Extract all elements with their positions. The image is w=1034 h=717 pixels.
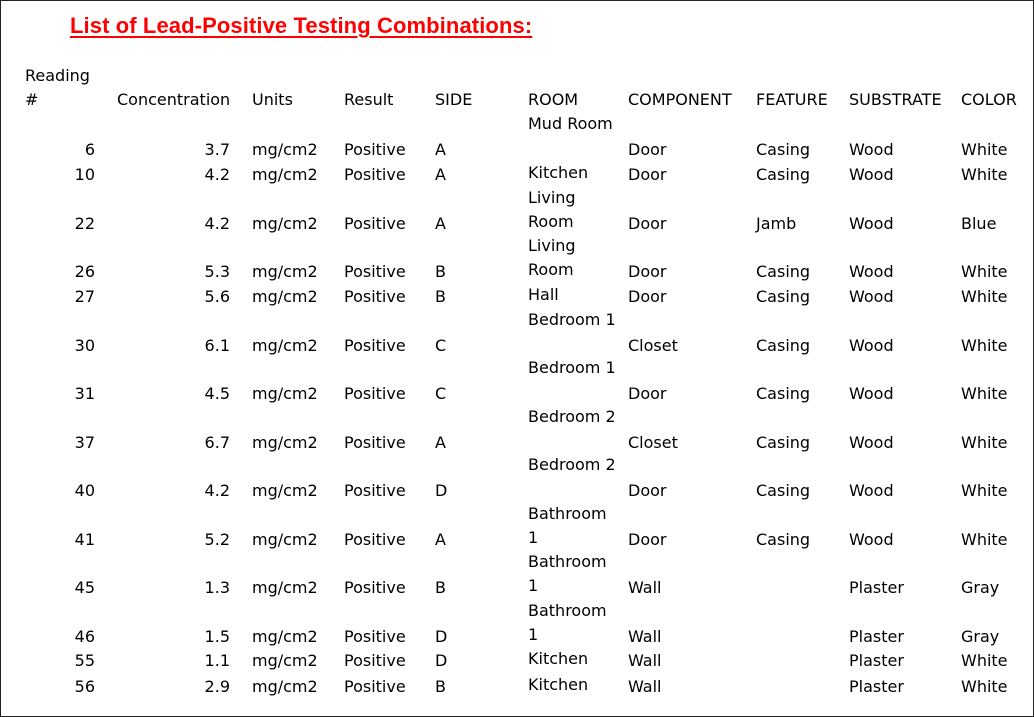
cell-side: A <box>435 213 446 233</box>
cell-room: Bedroom 1 <box>528 358 616 378</box>
cell-component: Wall <box>628 578 662 598</box>
column-header-result: Result <box>344 90 394 109</box>
cell-concentration: 1.3 <box>204 578 230 598</box>
cell-result: Positive <box>344 286 406 306</box>
cell-color: White <box>961 262 1008 282</box>
cell-reading: 41 <box>74 529 95 549</box>
cell-room: Living Room <box>528 236 576 280</box>
cell-room: Kitchen <box>528 162 589 182</box>
cell-component: Door <box>628 384 667 404</box>
cell-component: Door <box>628 213 667 233</box>
column-header-side: SIDE <box>435 90 473 109</box>
cell-reading: 10 <box>74 164 95 184</box>
cell-feature: Casing <box>756 432 811 452</box>
cell-side: B <box>435 286 446 306</box>
cell-room: Living Room <box>528 187 576 231</box>
cell-substrate: Plaster <box>849 578 904 598</box>
cell-side: A <box>435 164 446 184</box>
cell-result: Positive <box>344 164 406 184</box>
cell-side: A <box>435 529 446 549</box>
cell-side: D <box>435 626 448 646</box>
column-header-reading: Reading # <box>25 66 90 109</box>
cell-component: Door <box>628 481 667 501</box>
cell-result: Positive <box>344 384 406 404</box>
cell-units: mg/cm2 <box>252 262 318 282</box>
cell-units: mg/cm2 <box>252 335 318 355</box>
cell-concentration: 5.2 <box>204 529 230 549</box>
cell-side: A <box>435 432 446 452</box>
cell-color: White <box>961 676 1008 696</box>
cell-result: Positive <box>344 262 406 282</box>
cell-color: White <box>961 384 1008 404</box>
cell-reading: 40 <box>74 481 95 501</box>
cell-units: mg/cm2 <box>252 676 318 696</box>
cell-substrate: Wood <box>849 262 894 282</box>
cell-concentration: 4.5 <box>204 384 230 404</box>
cell-feature: Casing <box>756 529 811 549</box>
cell-units: mg/cm2 <box>252 481 318 501</box>
cell-result: Positive <box>344 578 406 598</box>
cell-reading: 31 <box>74 384 95 404</box>
column-header-component: COMPONENT <box>628 90 732 109</box>
cell-room: Bedroom 1 <box>528 309 616 329</box>
cell-reading: 37 <box>74 432 95 452</box>
cell-side: C <box>435 335 447 355</box>
cell-concentration: 3.7 <box>204 140 230 159</box>
cell-component: Closet <box>628 432 678 452</box>
cell-room: Bedroom 2 <box>528 455 616 475</box>
cell-feature: Casing <box>756 384 811 404</box>
cell-room: Hall <box>528 284 559 304</box>
cell-concentration: 6.1 <box>204 335 230 355</box>
column-header-units: Units <box>252 90 293 109</box>
cell-units: mg/cm2 <box>252 286 318 306</box>
cell-side: D <box>435 481 448 501</box>
cell-concentration: 1.5 <box>204 626 230 646</box>
cell-reading: 56 <box>74 676 95 696</box>
cell-room: Kitchen <box>528 649 589 669</box>
cell-component: Door <box>628 164 667 184</box>
cell-units: mg/cm2 <box>252 432 318 452</box>
cell-result: Positive <box>344 213 406 233</box>
cell-side: D <box>435 651 448 671</box>
cell-component: Wall <box>628 626 662 646</box>
cell-feature: Casing <box>756 481 811 501</box>
cell-substrate: Plaster <box>849 651 904 671</box>
cell-units: mg/cm2 <box>252 213 318 233</box>
cell-concentration: 4.2 <box>204 213 230 233</box>
cell-reading: 27 <box>74 286 95 306</box>
cell-substrate: Wood <box>849 432 894 452</box>
cell-component: Closet <box>628 335 678 355</box>
cell-result: Positive <box>344 481 406 501</box>
cell-color: White <box>961 164 1008 184</box>
cell-color: Gray <box>961 578 1000 598</box>
cell-substrate: Wood <box>849 286 894 306</box>
cell-result: Positive <box>344 140 406 159</box>
cell-color: White <box>961 481 1008 501</box>
cell-concentration: 4.2 <box>204 164 230 184</box>
cell-substrate: Wood <box>849 529 894 549</box>
column-header-concentration: Concentration <box>117 90 231 109</box>
cell-result: Positive <box>344 335 406 355</box>
cell-substrate: Plaster <box>849 676 904 696</box>
cell-concentration: 6.7 <box>204 432 230 452</box>
cell-color: White <box>961 335 1008 355</box>
cell-units: mg/cm2 <box>252 164 318 184</box>
cell-feature: Casing <box>756 140 811 159</box>
cell-room: Bathroom 1 <box>528 552 607 596</box>
cell-room: Mud Room <box>528 114 613 133</box>
cell-side: B <box>435 262 446 282</box>
cell-concentration: 5.6 <box>204 286 230 306</box>
cell-side: A <box>435 140 446 159</box>
cell-color: Blue <box>961 213 997 233</box>
cell-reading: 46 <box>74 626 95 646</box>
cell-color: White <box>961 140 1008 159</box>
cell-component: Wall <box>628 651 662 671</box>
cell-result: Positive <box>344 529 406 549</box>
cell-reading: 30 <box>74 335 95 355</box>
cell-color: White <box>961 529 1008 549</box>
cell-side: C <box>435 384 447 404</box>
cell-substrate: Wood <box>849 335 894 355</box>
cell-substrate: Wood <box>849 164 894 184</box>
cell-component: Door <box>628 262 667 282</box>
cell-component: Wall <box>628 676 662 696</box>
cell-substrate: Plaster <box>849 626 904 646</box>
cell-component: Door <box>628 140 667 159</box>
cell-concentration: 2.9 <box>204 676 230 696</box>
cell-side: B <box>435 676 446 696</box>
cell-concentration: 1.1 <box>204 651 230 671</box>
cell-substrate: Wood <box>849 213 894 233</box>
page-title: List of Lead-Positive Testing Combinations: <box>70 13 533 38</box>
cell-color: White <box>961 432 1008 452</box>
cell-side: B <box>435 578 446 598</box>
cell-result: Positive <box>344 651 406 671</box>
cell-component: Door <box>628 529 667 549</box>
cell-room: Bedroom 2 <box>528 406 616 426</box>
cell-feature: Casing <box>756 262 811 282</box>
cell-concentration: 5.3 <box>204 262 230 282</box>
cell-reading: 22 <box>74 213 95 233</box>
column-header-feature: FEATURE <box>756 90 828 109</box>
cell-substrate: Wood <box>849 481 894 501</box>
cell-result: Positive <box>344 676 406 696</box>
cell-units: mg/cm2 <box>252 626 318 646</box>
cell-substrate: Wood <box>849 384 894 404</box>
cell-color: White <box>961 286 1008 306</box>
cell-color: Gray <box>961 626 1000 646</box>
cell-reading: 55 <box>74 651 95 671</box>
cell-feature: Jamb <box>756 213 797 233</box>
cell-result: Positive <box>344 626 406 646</box>
cell-component: Door <box>628 286 667 306</box>
cell-units: mg/cm2 <box>252 529 318 549</box>
cell-reading: 45 <box>74 578 95 598</box>
cell-substrate: Wood <box>849 140 894 159</box>
cell-result: Positive <box>344 432 406 452</box>
cell-feature: Casing <box>756 286 811 306</box>
cell-reading: 26 <box>74 262 95 282</box>
column-header-room: ROOM <box>528 90 579 109</box>
cell-units: mg/cm2 <box>252 651 318 671</box>
cell-feature: Casing <box>756 164 811 184</box>
cell-concentration: 4.2 <box>204 481 230 501</box>
column-header-color: COLOR <box>961 90 1017 109</box>
cell-color: White <box>961 651 1008 671</box>
cell-room: Bathroom 1 <box>528 600 607 644</box>
cell-units: mg/cm2 <box>252 578 318 598</box>
cell-units: mg/cm2 <box>252 140 318 159</box>
cell-room: Kitchen <box>528 674 589 694</box>
cell-units: mg/cm2 <box>252 384 318 404</box>
cell-reading: 6 <box>84 140 95 159</box>
cell-room: Bathroom 1 <box>528 503 607 547</box>
cell-feature: Casing <box>756 335 811 355</box>
column-header-substrate: SUBSTRATE <box>849 90 942 109</box>
